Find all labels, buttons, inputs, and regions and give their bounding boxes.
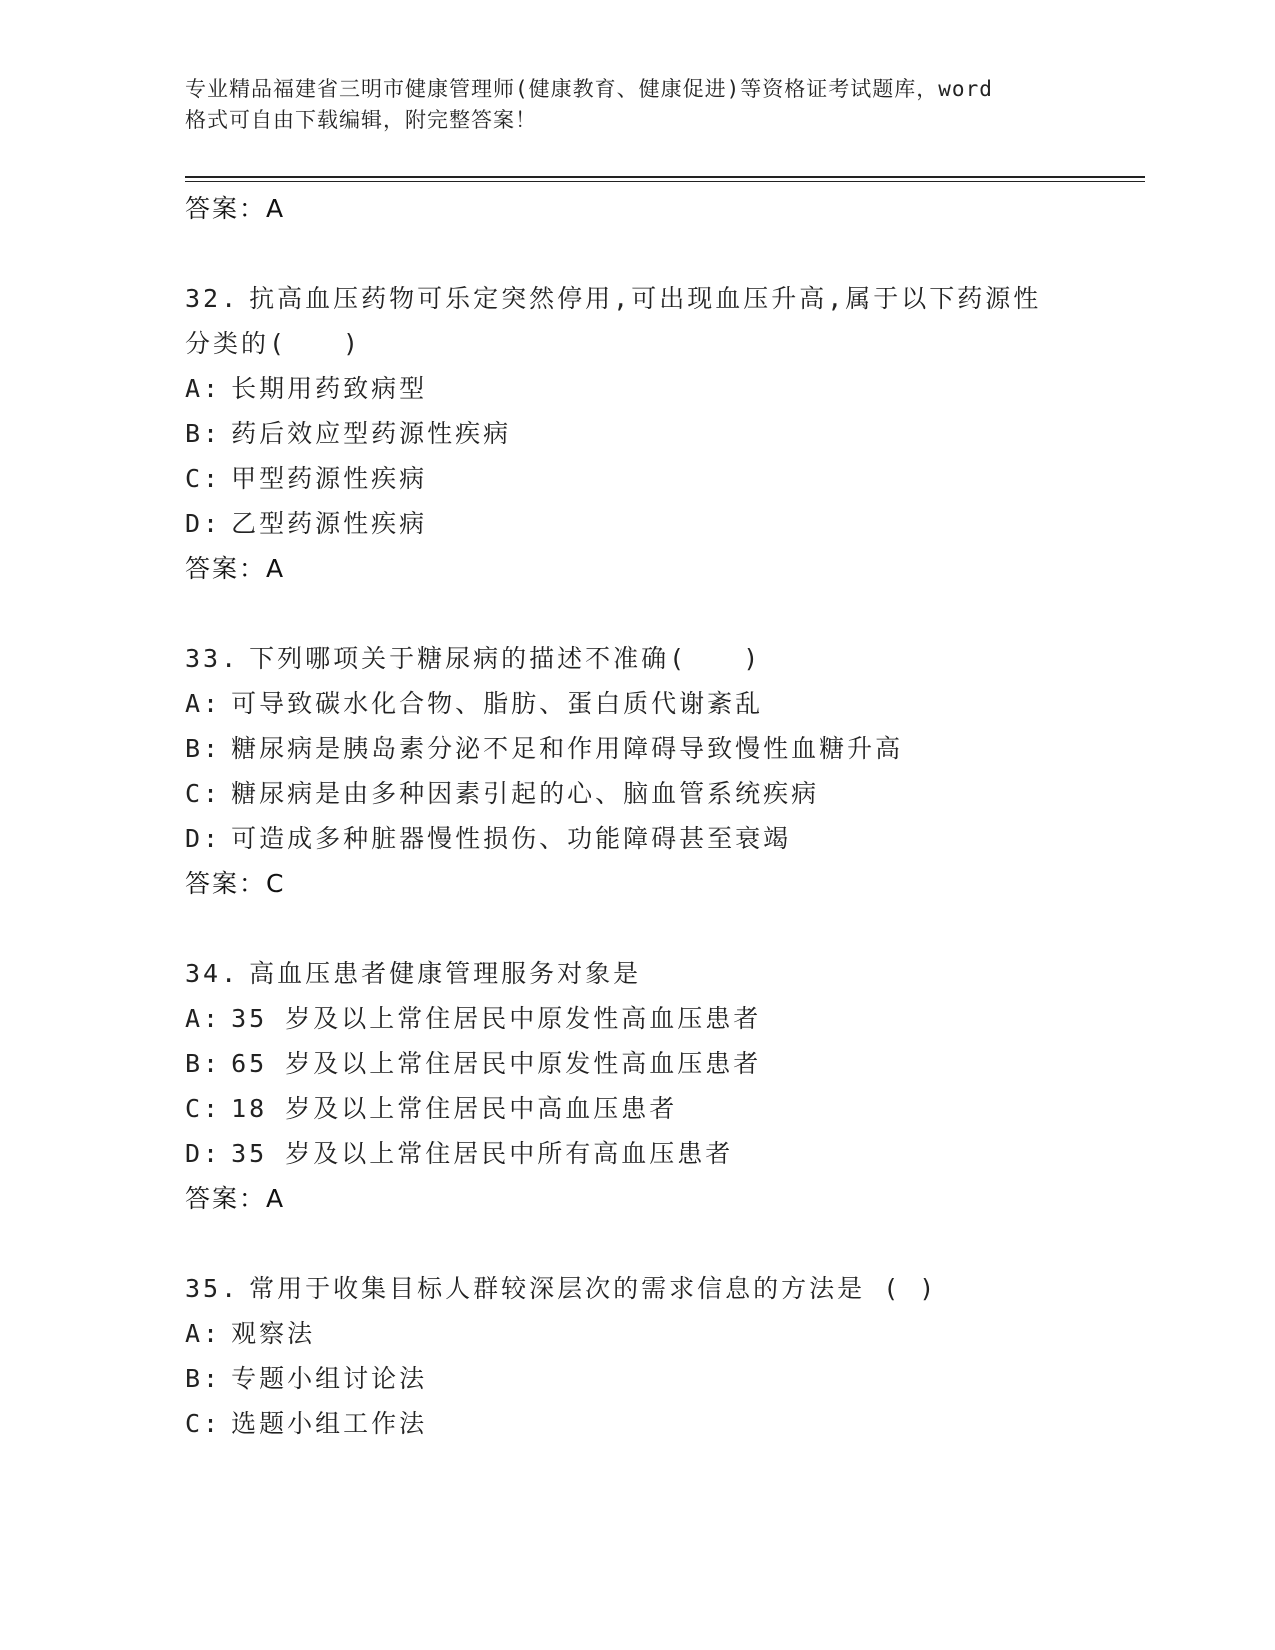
option-b (185, 726, 1145, 771)
option-text: 可导致碳水化合物、脂肪、蛋白质代谢紊乱 (231, 689, 764, 718)
answer-prev-question: 答案：A (185, 194, 286, 223)
option-text: 糖尿病是由多种因素引起的心、脑血管系统疾病 (231, 779, 820, 808)
option-label: A: (185, 374, 222, 403)
option-c (185, 1401, 1145, 1446)
answer: 答案：C (185, 869, 286, 898)
option-text: 35 岁及以上常住居民中原发性高血压患者 (231, 1004, 762, 1033)
option-text: 长期用药致病型 (231, 374, 428, 403)
spacer (185, 1221, 1145, 1266)
question-number: 34. (185, 959, 240, 988)
spacer (185, 231, 1145, 276)
header-divider-thin (185, 181, 1145, 182)
option-d (185, 816, 1145, 861)
option-text: 糖尿病是胰岛素分泌不足和作用障碍导致慢性血糖升高 (231, 734, 904, 763)
option-label: C: (185, 1409, 222, 1438)
option-c (185, 771, 1145, 816)
page-header (185, 74, 1085, 136)
question-33 (185, 636, 1145, 906)
option-b (185, 1356, 1145, 1401)
option-label: A: (185, 1319, 222, 1348)
option-text: 药后效应型药源性疾病 (231, 419, 512, 448)
question-list (185, 186, 1145, 1446)
option-text: 可造成多种脏器慢性损伤、功能障碍甚至衰竭 (231, 824, 792, 853)
question-35 (185, 1266, 1145, 1446)
option-d (185, 501, 1145, 546)
option-label: B: (185, 1049, 222, 1078)
option-text: 65 岁及以上常住居民中原发性高血压患者 (231, 1049, 762, 1078)
option-a (185, 996, 1145, 1041)
option-text: 选题小组工作法 (231, 1409, 428, 1438)
header-line-1: 专业精品福建省三明市健康管理师(健康教育、健康促进)等资格证考试题库，word (185, 77, 993, 101)
question-text (185, 951, 1145, 996)
option-label: A: (185, 1004, 222, 1033)
header-line-2: 格式可自由下载编辑，附完整答案！ (185, 108, 537, 132)
option-label: D: (185, 1139, 222, 1168)
question-text (185, 1266, 1145, 1311)
question-number: 33. (185, 644, 240, 673)
answer: 答案：A (185, 554, 286, 583)
question-text-line-1: 常用于收集目标人群较深层次的需求信息的方法是 ( ) (249, 1274, 938, 1303)
option-text: 专题小组讨论法 (231, 1364, 428, 1393)
option-label: A: (185, 689, 222, 718)
question-number: 35. (185, 1274, 240, 1303)
option-label: C: (185, 1094, 222, 1123)
question-text-line-1: 下列哪项关于糖尿病的描述不准确( ) (249, 644, 762, 673)
option-text: 乙型药源性疾病 (231, 509, 428, 538)
question-32 (185, 276, 1145, 591)
question-34 (185, 951, 1145, 1221)
question-text-line-1: 高血压患者健康管理服务对象是 (249, 959, 642, 988)
option-a (185, 366, 1145, 411)
option-text: 观察法 (231, 1319, 316, 1348)
option-label: D: (185, 509, 222, 538)
header-divider-thick (185, 176, 1145, 178)
spacer (185, 591, 1145, 636)
option-d (185, 1131, 1145, 1176)
question-text-line-2: 分类的( ) (185, 329, 362, 358)
option-b (185, 411, 1145, 456)
option-c (185, 456, 1145, 501)
option-text: 甲型药源性疾病 (231, 464, 428, 493)
option-label: C: (185, 464, 222, 493)
option-c (185, 1086, 1145, 1131)
option-label: B: (185, 419, 222, 448)
option-text: 35 岁及以上常住居民中所有高血压患者 (231, 1139, 734, 1168)
option-a (185, 1311, 1145, 1356)
question-text (185, 276, 1145, 321)
option-label: B: (185, 734, 222, 763)
spacer (185, 906, 1145, 951)
answer: 答案：A (185, 1184, 286, 1213)
option-a (185, 681, 1145, 726)
option-label: C: (185, 779, 222, 808)
option-text: 18 岁及以上常住居民中高血压患者 (231, 1094, 678, 1123)
question-number: 32. (185, 284, 240, 313)
option-label: B: (185, 1364, 222, 1393)
question-text (185, 636, 1145, 681)
question-text-line-1: 抗高血压药物可乐定突然停用,可出现血压升高,属于以下药源性 (249, 284, 1042, 313)
option-b (185, 1041, 1145, 1086)
option-label: D: (185, 824, 222, 853)
